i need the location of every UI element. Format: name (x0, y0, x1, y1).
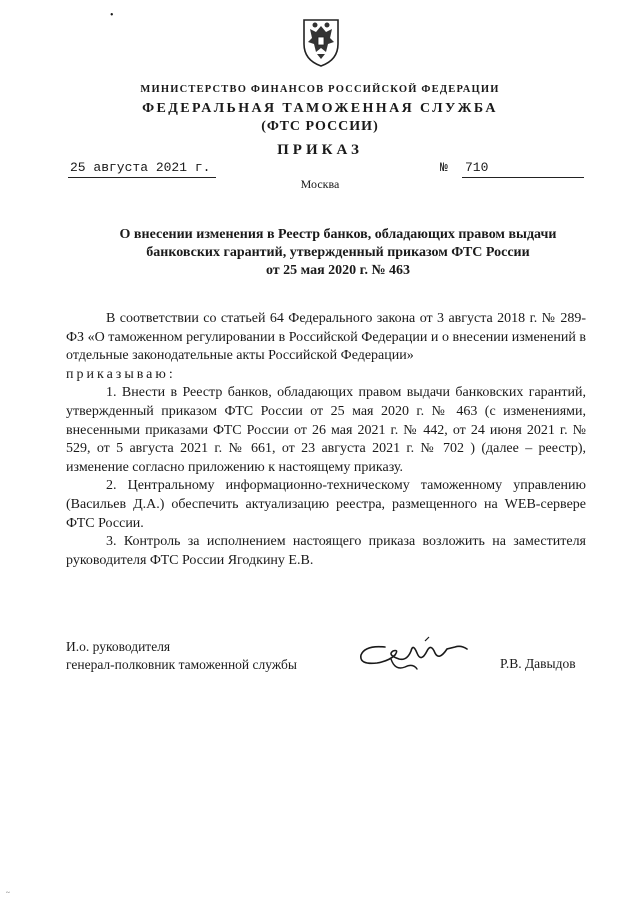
ministry-name: МИНИСТЕРСТВО ФИНАНСОВ РОССИЙСКОЙ ФЕДЕРАЦИИ (140, 84, 500, 95)
city: Москва (300, 177, 340, 191)
handwritten-signature (355, 633, 475, 680)
service-name: ФЕДЕРАЛЬНАЯ ТАМОЖЕННАЯ СЛУЖБА (142, 101, 498, 116)
subject-line-3: от 25 мая 2020 г. № 463 (265, 263, 411, 278)
position-line-2: генерал-полковник таможенной службы (66, 657, 297, 672)
signatory-name: Р.В. Давыдов (500, 656, 576, 671)
service-short-name: (ФТС РОССИИ) (261, 119, 379, 134)
number-sign: № (440, 160, 448, 175)
item-1: 1. Внести в Реестр банков, обладающих правом выдачи банковских гарантий, утвержденный приказом ФТС России от 25 мая 2020 г. № 463 (с изменениями, внесенными приказами ФТС России от 26 мая 2021 г. № 442, от 24 июня 2021 г. № 529, от 5 августа 2021 г. № 661, от 23 августа 2021 г. № 702 ) (далее – реестр), изменение согласно приложению к настоящему приказу. (66, 385, 586, 475)
order-date: 25 августа 2021 г. (70, 160, 211, 175)
scan-mark: • (110, 10, 114, 21)
subject-line-2: банковских гарантий, утвержденный приказом ФТС России (146, 245, 530, 260)
subject-line-1: О внесении изменения в Реестр банков, обладающих правом выдачи (119, 227, 557, 242)
order-number: 710 (465, 160, 489, 175)
scan-mark-bottom: ~ (6, 889, 10, 897)
coat-of-arms-emblem (300, 14, 342, 73)
signatory-position (66, 638, 297, 674)
item-2: 2. Центральному информационно-техническому таможенному управлению (Васильев Д.А.) обеспечить актуализацию реестра, размещенного на WEB-сервере ФТС России. (66, 478, 586, 531)
intro-paragraph: В соответствии со статьей 64 Федерального закона от 3 августа 2018 г. № 289-ФЗ «О таможенном регулировании в Российской Федерации и о внесении изменений в отдельные законодательные акты Российской Федерации» (66, 311, 586, 364)
order-body (66, 310, 586, 570)
order-word: приказываю: (66, 366, 176, 382)
document-type: ПРИКАЗ (277, 142, 363, 158)
position-line-1: И.о. руководителя (66, 639, 171, 654)
item-3: 3. Контроль за исполнением настоящего приказа возложить на заместителя руководителя ФТС России Ягодкину Е.В. (66, 534, 586, 568)
order-subject (88, 226, 588, 280)
